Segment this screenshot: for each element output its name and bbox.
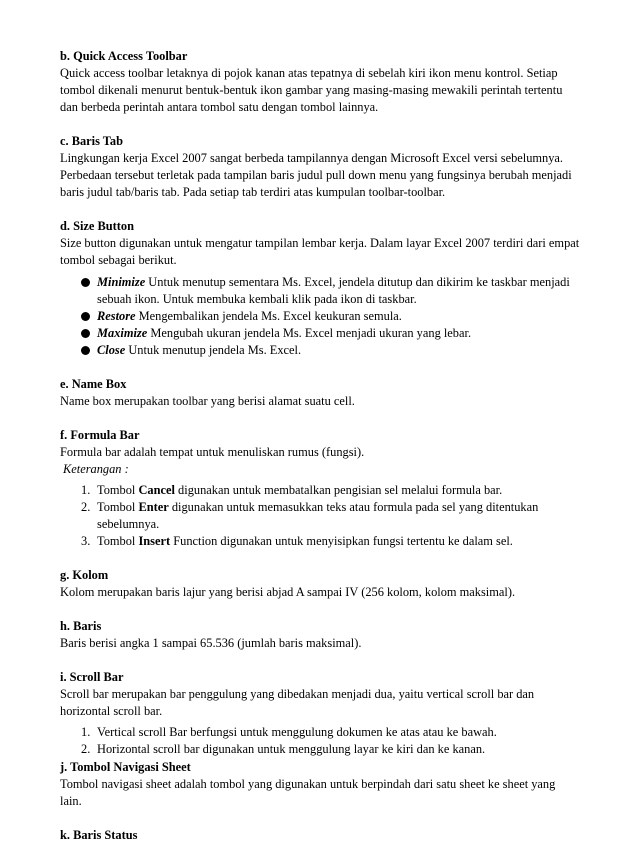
section-tombol-navigasi-sheet <box>60 759 580 810</box>
list-item <box>81 724 580 741</box>
list-item-term: Minimize <box>97 275 146 289</box>
section-heading: i. Scroll Bar <box>60 670 124 684</box>
section-heading: b. Quick Access Toolbar <box>60 49 188 63</box>
section-formula-bar <box>60 427 580 550</box>
section-text: Scroll bar merupakan bar penggulung yang dibedakan menjadi dua, yaitu vertical scroll bar dan horizontal scroll bar. <box>60 687 535 718</box>
section-text: Size button digunakan untuk mengatur tampilan lembar kerja. Dalam layar Excel 2007 terdiri dari empat tombol sebagai berikut. <box>60 236 580 267</box>
section-text: Lingkungan kerja Excel 2007 sangat berbeda tampilannya dengan Microsoft Excel versi sebelumnya. Perbedaan tersebut terletak pada tampilan baris judul pull down menu yang fungsinya berubah menjadi baris judul tab/baris tab. Pada setiap tab terdiri atas kumpulan toolbar-toolbar. <box>60 151 572 199</box>
list-item-text: Vertical scroll Bar berfungsi untuk menggulung dokumen ke atas atau ke bawah. <box>97 725 497 739</box>
section-heading: d. Size Button <box>60 219 135 233</box>
list-item-text: Horizontal scroll bar digunakan untuk menggulung layar ke kiri dan ke kanan. <box>97 742 486 756</box>
list-item <box>81 533 580 550</box>
list-item-text: Untuk menutup jendela Ms. Excel. <box>125 343 302 357</box>
list-item-term: Maximize <box>97 326 148 340</box>
list-item-text: Untuk menutup sementara Ms. Excel, jendela ditutup dan dikirim ke taskbar menjadi sebuah ikon. Untuk membuka kembali klik pada ikon di taskbar. <box>97 275 570 306</box>
bullet-icon <box>81 312 90 321</box>
section-kolom <box>60 567 580 601</box>
section-heading: f. Formula Bar <box>60 428 140 442</box>
section-heading: g. Kolom <box>60 568 109 582</box>
list-item-bold: Cancel <box>138 483 175 497</box>
section-text: Formula bar adalah tempat untuk menuliskan rumus (fungsi). <box>60 445 365 459</box>
section-text: Name box merupakan toolbar yang berisi alamat suatu cell. <box>60 394 355 408</box>
size-button-list <box>60 274 580 359</box>
formula-bar-list <box>60 482 580 550</box>
list-number: 1. <box>81 725 91 739</box>
section-scroll-bar <box>60 669 580 758</box>
list-item-bold: Insert <box>138 534 171 548</box>
list-item-pre: Tombol <box>97 483 139 497</box>
list-item-post: Function digunakan untuk menyisipkan fungsi tertentu ke dalam sel. <box>170 534 513 548</box>
list-number: 2. <box>81 742 91 756</box>
section-heading: k. Baris Status <box>60 828 138 842</box>
section-note: Keterangan : <box>63 462 129 476</box>
section-text: Baris berisi angka 1 sampai 65.536 (jumlah baris maksimal). <box>60 636 362 650</box>
section-heading: e. Name Box <box>60 377 127 391</box>
list-item <box>81 325 580 342</box>
section-heading: j. Tombol Navigasi Sheet <box>60 760 191 774</box>
list-number: 1. <box>81 483 91 497</box>
section-size-button <box>60 218 580 359</box>
list-item-term: Restore <box>97 309 136 323</box>
section-quick-access-toolbar <box>60 48 580 116</box>
bullet-icon <box>81 346 90 355</box>
section-text: Tombol navigasi sheet adalah tombol yang digunakan untuk berpindah dari satu sheet ke sheet yang lain. <box>60 777 556 808</box>
list-item-post: digunakan untuk memasukkan teks atau formula pada sel yang ditentukan sebelumnya. <box>97 500 539 531</box>
list-item <box>81 482 580 499</box>
list-item-term: Close <box>97 343 126 357</box>
list-item <box>81 308 580 325</box>
list-item-bold: Enter <box>138 500 169 514</box>
list-number: 2. <box>81 500 91 514</box>
section-baris-tab <box>60 133 580 201</box>
list-item <box>81 741 580 758</box>
scroll-bar-list <box>60 724 580 758</box>
section-heading: h. Baris <box>60 619 102 633</box>
list-number: 3. <box>81 534 91 548</box>
list-item-text: Mengembalikan jendela Ms. Excel keukuran semula. <box>135 309 402 323</box>
section-heading: c. Baris Tab <box>60 134 124 148</box>
section-text: Kolom merupakan baris lajur yang berisi abjad A sampai IV (256 kolom, kolom maksimal). <box>60 585 516 599</box>
list-item <box>81 499 580 533</box>
list-item <box>81 342 580 359</box>
list-item-pre: Tombol <box>97 500 139 514</box>
section-baris-status <box>60 827 580 844</box>
document-page <box>60 48 580 844</box>
list-item-text: Mengubah ukuran jendela Ms. Excel menjadi ukuran yang lebar. <box>147 326 472 340</box>
list-item-pre: Tombol <box>97 534 139 548</box>
list-item <box>81 274 580 308</box>
section-baris <box>60 618 580 652</box>
section-text: Quick access toolbar letaknya di pojok kanan atas tepatnya di sebelah kiri ikon menu kontrol. Setiap tombol dikenali menurut bentuk-bentuk ikon gambar yang masing-masing mewakili perintah tertentu dan berbeda perintah antara tombol satu dengan tombol lainnya. <box>60 66 563 114</box>
list-item-post: digunakan untuk membatalkan pengisian sel melalui formula bar. <box>174 483 503 497</box>
section-name-box <box>60 376 580 410</box>
bullet-icon <box>81 329 90 338</box>
bullet-icon <box>81 278 90 287</box>
